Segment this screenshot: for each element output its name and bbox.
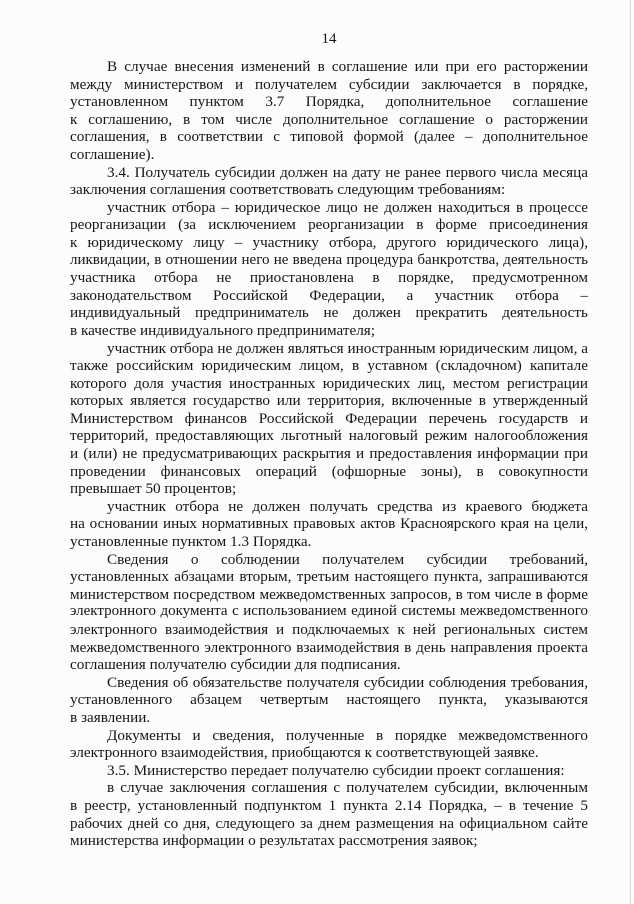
text-line: 3.5. Министерство передает получателю субсидии проект соглашения: (107, 761, 565, 779)
text-line: которых является государство или территория, включенные в утвержденный (70, 392, 588, 410)
text-line: установленного абзацем четвертым настоящего пункта, указываются (70, 691, 588, 709)
text-line: реорганизации (за исключением реорганизации в форме присоединения (70, 216, 588, 234)
text-line: которого доля участия иностранных юридических лиц, местом регистрации (70, 374, 588, 392)
text-line: Документы и сведения, полученные в порядке межведомственного (107, 726, 588, 744)
text-line: заключения соглашения соответствовать следующим требованиям: (70, 181, 506, 199)
text-line: Министерством финансов Российской Федерации перечень государств и (70, 409, 588, 427)
text-line: территорий, предоставляющих льготный налоговый режим налогообложения (70, 427, 588, 445)
text-line: межведомственного электронного взаимодействия в день направления проекта (70, 638, 588, 656)
text-line: установленные пунктом 1.3 Порядка. (70, 533, 312, 551)
text-line: к юридическому лицу – участнику отбора, другого юридического лица), (70, 233, 588, 251)
text-line: установленных абзацами вторым, третьим настоящего пункта, запрашиваются (70, 568, 588, 586)
text-line: установленном пунктом 3.7 Порядка, дополнительное соглашение (70, 93, 588, 111)
text-line: министерством посредством межведомственных запросов, в том числе в форме (70, 585, 588, 603)
text-line: рабочих дней со дня, следующего за днем размещения на официальном сайте (70, 814, 588, 832)
document-body (70, 58, 588, 850)
text-line: участник отбора не должен получать средства из краевого бюджета (107, 497, 588, 515)
paragraph (70, 674, 588, 727)
scan-edge-line (630, 0, 631, 904)
text-line: соглашения получателю субсидии для подписания. (70, 656, 401, 674)
text-line: в реестр, установленный подпунктом 1 пункта 2.14 Порядка, – в течение 5 (70, 796, 588, 814)
text-line: соглашения, в соответствии с типовой формой (далее – дополнительное (70, 128, 588, 146)
text-line: 3.4. Получатель субсидии должен на дату не ранее первого числа месяца (107, 163, 588, 181)
text-line: индивидуальный предприниматель не должен прекратить деятельность (70, 304, 588, 322)
text-line: Сведения об обязательстве получателя субсидии соблюдения требования, (107, 673, 588, 691)
text-line: В случае внесения изменений в соглашение или при его расторжении (107, 58, 588, 75)
text-line: на основании иных нормативных правовых актов Красноярского края на цели, (70, 515, 588, 533)
text-line: электронного взаимодействия, приобщаются к соответствующей заявке. (70, 744, 539, 762)
text-line: электронного документа с использованием единой системы межведомственного (70, 603, 588, 620)
text-line: в случае заключения соглашения с получателем субсидии, включенным (107, 779, 588, 797)
text-line: в заявлении. (70, 708, 151, 726)
text-line: участник отбора не должен являться иностранным юридическим лицом, а (107, 339, 588, 357)
text-line: соглашение). (70, 145, 155, 163)
text-line: также российским юридическим лицом, в уставном (складочном) капитале (70, 357, 588, 375)
paragraph (70, 164, 588, 199)
page-number: 14 (321, 31, 337, 47)
paragraph (70, 727, 588, 762)
text-line: законодательством Российской Федерации, а участник отбора – (70, 286, 588, 304)
text-line: превышает 50 процентов; (70, 480, 237, 498)
paragraph (70, 58, 588, 164)
text-line: электронного взаимодействия и подключаемых к ней региональных систем (70, 621, 588, 638)
text-line: к соглашению, в том числе дополнительное соглашение о расторжении (70, 110, 588, 128)
paragraph (70, 551, 588, 674)
paragraph (70, 498, 588, 551)
text-line: ликвидации, в отношении него не введена процедура банкротства, деятельность (70, 251, 588, 268)
text-line: участника отбора не приостановлена в порядке, предусмотренном (70, 269, 588, 287)
paragraph (70, 779, 588, 849)
text-line: в качестве индивидуального предпринимателя; (70, 321, 375, 339)
text-line: Сведения о соблюдении получателем субсидии требований, (107, 550, 588, 568)
paragraph (70, 762, 588, 780)
text-line: министерства информации о результатах рассмотрения заявок; (70, 832, 478, 850)
paragraph (70, 199, 588, 340)
text-line: проведении финансовых операций (офшорные зоны), в совокупности (70, 462, 588, 480)
text-line: участник отбора – юридическое лицо не должен находиться в процессе (107, 198, 588, 216)
text-line: и (или) не предусматривающих раскрытия и предоставления информации при (70, 445, 588, 463)
text-line: между министерством и получателем субсидии заключается в порядке, (70, 75, 588, 93)
paragraph (70, 340, 588, 498)
